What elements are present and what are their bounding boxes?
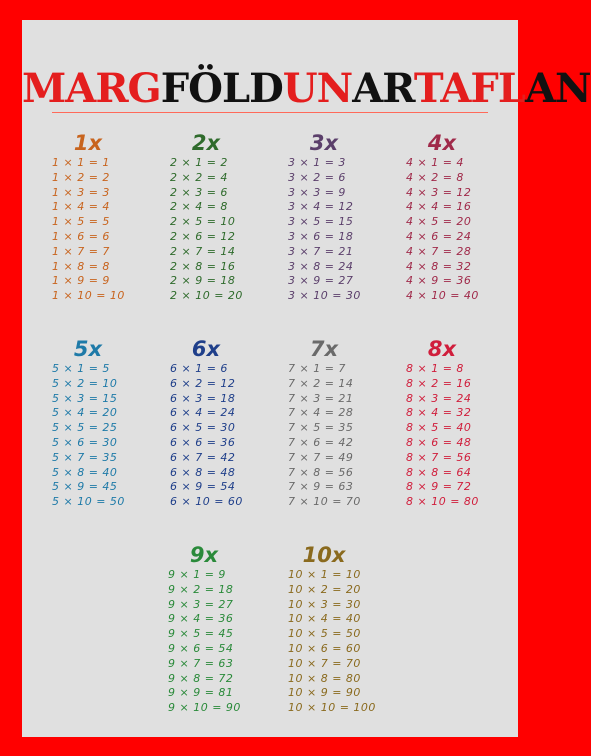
table-row: 2 × 1 = 2 — [170, 156, 228, 169]
table-row: 1 × 2 = 2 — [52, 170, 110, 184]
table-row: 7 × 6 = 42 — [288, 435, 354, 449]
table-row: 6 × 8 = 48 — [170, 465, 236, 479]
table-row: 8 × 9 = 72 — [406, 480, 472, 494]
times-table-5x — [52, 336, 152, 510]
table-row: 3 × 7 = 21 — [288, 244, 354, 258]
table-row: 8 × 8 = 64 — [406, 465, 472, 479]
table-row: 9 × 2 = 18 — [168, 582, 234, 596]
table-row: 3 × 1 = 3 — [288, 156, 346, 169]
poster-title — [22, 64, 591, 114]
title-part: FÖLD — [160, 65, 283, 112]
times-table-1x — [52, 130, 152, 304]
table-row: 1 × 3 = 3 — [52, 185, 110, 199]
table-heading: 10x — [302, 543, 346, 567]
table-row: 1 × 5 = 5 — [52, 215, 110, 229]
table-row: 8 × 2 = 16 — [406, 376, 472, 390]
table-row: 2 × 3 = 6 — [170, 185, 228, 199]
table-row: 5 × 6 = 30 — [52, 435, 118, 449]
times-table-4x — [406, 130, 506, 304]
table-row: 8 × 3 = 24 — [406, 391, 472, 405]
table-heading: 6x — [191, 337, 221, 361]
table-row: 3 × 10 = 30 — [288, 289, 361, 303]
table-row: 2 × 6 = 12 — [170, 229, 236, 243]
table-row: 5 × 2 = 10 — [52, 376, 118, 390]
table-row: 10 × 7 = 70 — [288, 656, 361, 670]
table-row: 7 × 8 = 56 — [288, 465, 354, 479]
table-row: 6 × 7 = 42 — [170, 450, 236, 464]
table-row: 3 × 9 = 27 — [288, 274, 354, 288]
table-row: 9 × 6 = 54 — [168, 641, 234, 655]
table-row: 8 × 4 = 32 — [406, 406, 472, 420]
table-row: 6 × 2 = 12 — [170, 376, 236, 390]
table-heading: 1x — [73, 131, 103, 155]
table-row: 5 × 1 = 5 — [52, 362, 110, 375]
table-row: 6 × 3 = 18 — [170, 391, 236, 405]
table-row: 2 × 10 = 20 — [170, 289, 243, 303]
table-row: 6 × 1 = 6 — [170, 362, 228, 375]
table-row: 5 × 10 = 50 — [52, 495, 125, 509]
table-row: 5 × 9 = 45 — [52, 480, 118, 494]
table-row: 4 × 8 = 32 — [406, 259, 472, 273]
table-row: 3 × 2 = 6 — [288, 170, 346, 184]
table-row: 9 × 3 = 27 — [168, 597, 234, 611]
times-table-2x — [170, 130, 270, 304]
times-table-10x — [288, 542, 398, 716]
table-heading: 9x — [189, 543, 219, 567]
table-row: 1 × 1 = 1 — [52, 156, 110, 169]
table-row: 9 × 8 = 72 — [168, 671, 234, 685]
table-row: 5 × 5 = 25 — [52, 421, 118, 435]
times-table-6x — [170, 336, 270, 510]
table-row: 4 × 1 = 4 — [406, 156, 464, 169]
table-row: 5 × 7 = 35 — [52, 450, 118, 464]
table-row: 3 × 5 = 15 — [288, 215, 354, 229]
table-row: 3 × 4 = 12 — [288, 200, 354, 214]
table-row: 4 × 4 = 16 — [406, 200, 472, 214]
table-row: 8 × 6 = 48 — [406, 435, 472, 449]
table-row: 6 × 9 = 54 — [170, 480, 236, 494]
table-row: 10 × 10 = 100 — [288, 701, 376, 715]
table-row: 5 × 8 = 40 — [52, 465, 118, 479]
table-row: 2 × 2 = 4 — [170, 170, 228, 184]
table-row: 8 × 1 = 8 — [406, 362, 464, 375]
table-row: 7 × 7 = 49 — [288, 450, 354, 464]
table-heading: 4x — [427, 131, 457, 155]
title-part: MARG — [22, 65, 161, 112]
times-table-3x — [288, 130, 388, 304]
table-row: 7 × 1 = 7 — [288, 362, 346, 375]
table-row: 6 × 4 = 24 — [170, 406, 236, 420]
table-row: 4 × 7 = 28 — [406, 244, 472, 258]
table-row: 7 × 4 = 28 — [288, 406, 354, 420]
table-row: 3 × 6 = 18 — [288, 229, 354, 243]
times-table-7x — [288, 336, 388, 510]
title-part: UN — [282, 65, 353, 112]
table-heading: 7x — [309, 337, 339, 361]
table-row: 6 × 5 = 30 — [170, 421, 236, 435]
table-row: 1 × 10 = 10 — [52, 289, 125, 303]
table-row: 2 × 4 = 8 — [170, 200, 228, 214]
table-row: 9 × 5 = 45 — [168, 627, 234, 641]
table-row: 1 × 7 = 7 — [52, 244, 110, 258]
table-row: 4 × 5 = 20 — [406, 215, 472, 229]
table-row: 8 × 7 = 56 — [406, 450, 472, 464]
table-row: 4 × 9 = 36 — [406, 274, 472, 288]
table-row: 5 × 3 = 15 — [52, 391, 118, 405]
table-row: 4 × 2 = 8 — [406, 170, 464, 184]
table-row: 5 × 4 = 20 — [52, 406, 118, 420]
poster — [22, 20, 591, 737]
table-row: 2 × 7 = 14 — [170, 244, 236, 258]
table-row: 7 × 3 = 21 — [288, 391, 354, 405]
table-heading: 8x — [427, 337, 457, 361]
table-row: 10 × 1 = 10 — [288, 568, 361, 581]
title-part: AR — [352, 65, 414, 112]
table-row: 6 × 10 = 60 — [170, 495, 243, 509]
table-row: 9 × 10 = 90 — [168, 701, 241, 715]
table-row: 4 × 6 = 24 — [406, 229, 472, 243]
table-row: 10 × 5 = 50 — [288, 627, 361, 641]
title-part: TAFL — [413, 65, 525, 112]
title-divider — [52, 112, 488, 113]
table-row: 10 × 9 = 90 — [288, 686, 361, 700]
table-row: 4 × 10 = 40 — [406, 289, 479, 303]
table-row: 9 × 9 = 81 — [168, 686, 234, 700]
table-row: 9 × 1 = 9 — [168, 568, 226, 581]
table-row: 2 × 5 = 10 — [170, 215, 236, 229]
table-row: 10 × 2 = 20 — [288, 582, 361, 596]
table-row: 1 × 8 = 8 — [52, 259, 110, 273]
table-row: 10 × 4 = 40 — [288, 612, 361, 626]
table-row: 7 × 10 = 70 — [288, 495, 361, 509]
table-row: 1 × 6 = 6 — [52, 229, 110, 243]
table-row: 1 × 9 = 9 — [52, 274, 110, 288]
table-row: 8 × 10 = 80 — [406, 495, 479, 509]
table-row: 3 × 3 = 9 — [288, 185, 346, 199]
times-table-8x — [406, 336, 506, 510]
table-row: 10 × 6 = 60 — [288, 641, 361, 655]
times-table-9x — [168, 542, 268, 716]
table-row: 7 × 2 = 14 — [288, 376, 354, 390]
table-row: 1 × 4 = 4 — [52, 200, 110, 214]
table-row: 10 × 8 = 80 — [288, 671, 361, 685]
table-row: 6 × 6 = 36 — [170, 435, 236, 449]
table-row: 2 × 9 = 18 — [170, 274, 236, 288]
table-heading: 5x — [73, 337, 103, 361]
title-part: AN — [524, 65, 591, 112]
table-row: 2 × 8 = 16 — [170, 259, 236, 273]
table-row: 7 × 5 = 35 — [288, 421, 354, 435]
table-heading: 3x — [309, 131, 339, 155]
table-row: 3 × 8 = 24 — [288, 259, 354, 273]
table-row: 7 × 9 = 63 — [288, 480, 354, 494]
table-row: 10 × 3 = 30 — [288, 597, 361, 611]
table-row: 9 × 7 = 63 — [168, 656, 234, 670]
table-row: 4 × 3 = 12 — [406, 185, 472, 199]
table-row: 8 × 5 = 40 — [406, 421, 472, 435]
table-row: 9 × 4 = 36 — [168, 612, 234, 626]
table-heading: 2x — [191, 131, 221, 155]
